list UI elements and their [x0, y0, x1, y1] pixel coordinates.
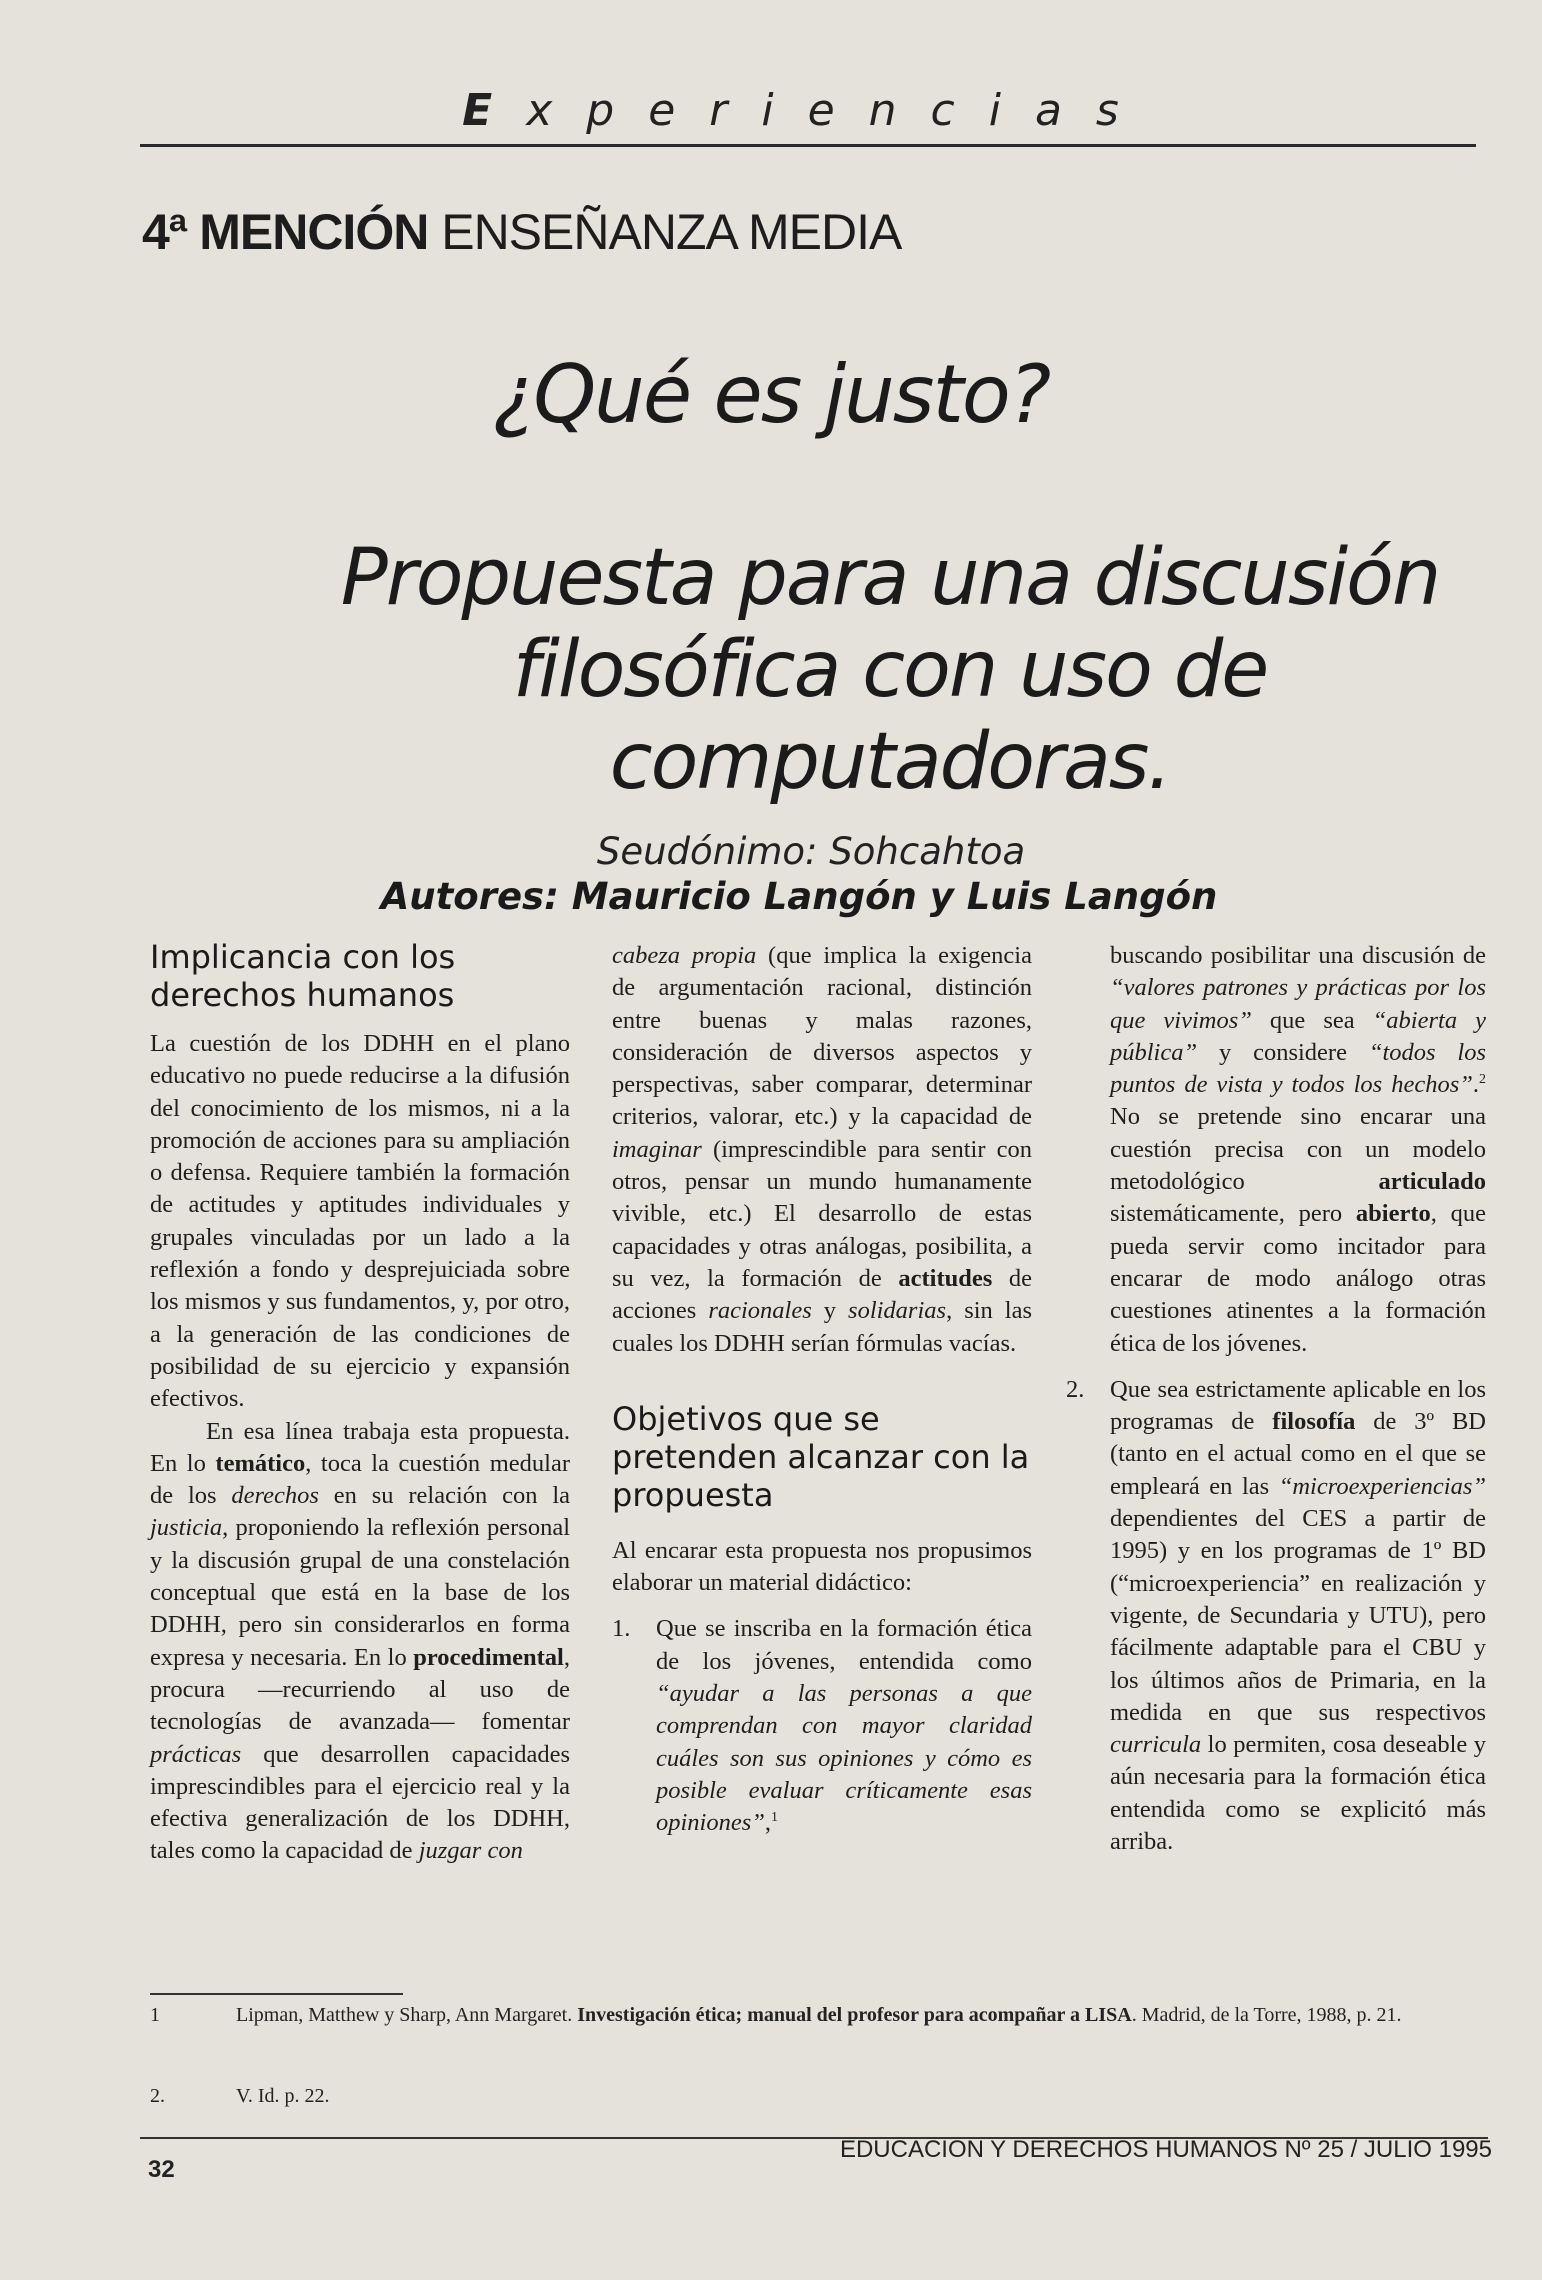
subtitle-line-1: Propuesta para una discusión: [340, 533, 1440, 623]
running-head-rest: xperiencias: [526, 85, 1153, 136]
paragraph: Al encarar esta propuesta nos propusimos elaborar un material didáctico:: [612, 1536, 1032, 1597]
journal-footer: EDUCACION Y DERECHOS HUMANOS Nº 25 / JULIO 1995: [839, 2136, 1492, 2163]
mention-category: ENSEÑANZA MEDIA: [428, 204, 902, 260]
objectives-list: [612, 1613, 1032, 1839]
section-heading-human-rights: Implicancia con los derechos humanos: [150, 938, 456, 1014]
mention-rank: 4ª MENCIÓN: [142, 204, 429, 260]
subtitle-line-3: computadoras.: [609, 717, 1171, 807]
list-number: 2.: [1066, 1375, 1085, 1403]
paragraph: buscando posibilitar una discusión de “valores patrones y prácticas por los que vivimos” que sea “abierta y pública” y considere “todos los puntos de vista y todos los hechos”.$^2$ No se pretende sino encarar una cuestión precisa con un modelo metodológico articulado sistemáticamente, pero abierto, que pueda servir como incitador para encarar de modo análogo otras cuestiones atinentes a la formación ética de los jóvenes.: [1110, 942, 1487, 1357]
column-3: [1066, 940, 1487, 1858]
article-subtitle: [120, 532, 1542, 808]
footnote-mark: 1: [150, 2004, 160, 2026]
running-head-initial: E: [462, 85, 527, 136]
authors: Autores: Mauricio Langón y Luis Langón: [380, 875, 1218, 918]
footnote-rule: [150, 1993, 403, 1995]
column-2: [612, 940, 1032, 1840]
page-number: 32: [148, 2156, 175, 2183]
list-item: 2. Que sea estrictamente aplicable en los programas de filosofía de 3º BD (tanto en el actual como en el que se empleará en las “microexperiencias” dependientes del CES a partir de 1995) y en los programas de 1º BD (“microexperiencia” en realización y vigente, de Secundaria y UTU), pero fácilmente adaptable para el CBU y los últimos años de Primaria, en la medida en que sus respectivos curricula lo permiten, cosa deseable y aún necesaria para la formación ética entendida como se explicitó más arriba.: [1066, 1375, 1486, 1856]
column-1: [150, 1028, 570, 1868]
paragraph: La cuestión de los DDHH en el plano educativo no puede reducirse a la difusión del conocimiento de los mismos, ni a la promoción de acciones para su ampliación o defensa. Requiere también la formación de actitudes y aptitudes individuales y grupales vinculadas por un lado a la reflexión a fondo y desprejuiciada sobre los mismos y sus fundamentos, y, por otro, a la generación de las condiciones de posibilidad de su ejercicio y expansión efectivos.: [150, 1030, 570, 1413]
pseudonym: Seudónimo: Sohcahtoa: [596, 830, 1026, 873]
header-rule: [140, 144, 1476, 147]
footnote-mark: 2.: [150, 2085, 165, 2107]
footnote-ref[interactable]: 1: [771, 1810, 779, 1826]
running-head: [140, 85, 1475, 136]
award-mention: [142, 203, 901, 261]
section-heading-objectives: Objetivos que se pretenden alcanzar con la propuesta: [612, 1399, 1030, 1514]
article-title: ¿Qué es justo?: [492, 348, 1050, 441]
paragraph: cabeza propia (que implica la exigencia de argumentación racional, distinción entre buenas y malas razones, consideración de diversos aspectos y perspectivas, saber comparar, determinar criterios, valorar, etc.) y la capacidad de imaginar (imprescindible para sentir con otros, pensar un mundo humanamente vivible, etc.) El desarrollo de estas capacidades y otras análogas, posibilita, a su vez, la formación de actitudes de acciones racionales y solidarias, sin las cuales los DDHH serían fórmulas vacías.: [612, 942, 1032, 1357]
paragraph: En esa línea trabaja esta propuesta. En lo temático, toca la cuestión medular de los derechos en su relación con la justicia, proponiendo la reflexión personal y la discusión grupal de una constelación conceptual que está en la base de los DDHH, pero sin considerarlos en forma expresa y necesaria. En lo procedimental, procura —recurriendo al uso de tecnologías de avanzada— fomentar prácticas que desarrollen capacidades imprescindibles para el ejercicio real y la efectiva generalización de los DDHH, tales como la capacidad de juzgar con: [150, 1417, 571, 1865]
objectives-list-continued: [1066, 1374, 1486, 1858]
subtitle-line-2: filosófica con uso de: [512, 625, 1268, 715]
list-number: 1.: [612, 1615, 631, 1643]
list-item: 1. Que se inscriba en la formación ética de los jóvenes, entendida como “ayudar a las personas a que comprendan con mayor claridad cuáles son sus opiniones y cómo es posible evaluar críticamente esas opiniones”,$^1$: [612, 1615, 1032, 1837]
footnote-text: V. Id. p. 22.: [236, 2085, 330, 2107]
footnote-text: Lipman, Matthew y Sharp, Ann Margaret. Investigación ética; manual del profesor para acompañar a LISA. Madrid, de la Torre, 1988, p. 21.: [236, 2004, 1402, 2026]
footnote-ref[interactable]: 2: [1479, 1072, 1486, 1088]
